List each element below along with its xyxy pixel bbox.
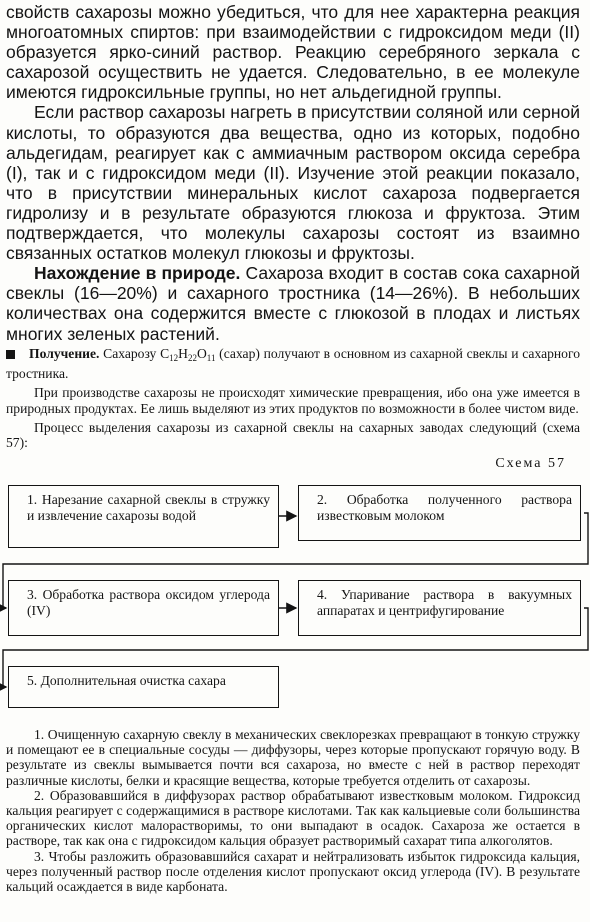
paragraph-production [6,346,580,381]
paragraph-process-intro: Процесс выделения сахарозы из сахарной свеклы на сахарных заводах следующий (схема 57): [6,419,580,451]
middle-text-block [6,346,580,450]
paragraph-no-chemical-change: При производстве сахарозы не происходят химические превращения, ибо она уже имеется в природных продуктах. Ее лишь выделяют из этих продуктов по возможности в более чистом виде. [6,385,580,416]
paragraph-sucrose-properties: свойств сахарозы можно убедиться, что для нее характерна реакция многоатомных спиртов: при взаимодействии с гидроксидом меди (II) образуется ярко-синий раствор. Реакцию серебряного зеркала с сахарозой осуществить не удается. Следовательно, в ее молекуле имеются гидроксильные группы, но нет альдегидной группы. [6,2,580,103]
paragraph-step-2: 2. Образовавшийся в диффузорах раствор обрабатывают известковым молоком. Гидроксид кальция реагирует с содержащимися в растворе кислотами. Так как кальциевые соли большинства органических кислот малорастворимы, то они выпадают в осадок. Сахароза же остается в растворе, так как она с гидроксидом кальция образует растворимый сахарат типа алкоголятов. [6,787,580,849]
scheme-step-1: 1. Нарезание сахарной свеклы в стружку и извлечение сахарозы водой [8,485,279,548]
production-text: (сахар) получают в основном из сахарной свеклы и сахарного тростника. [6,346,581,382]
scheme-label: Схема 57 [495,456,566,471]
scheme-step-3: 3. Обработка раствора оксидом углерода (IV) [8,580,279,636]
paragraph-step-1: 1. Очищенную сахарную свеклу в механических свеклорезках превращают в тонкую стружку и помещают ее в специальные сосуды — диффузоры, через которые пропускают горячую воду. В результате из свеклы вымывается почти вся сахароза, но вместе с ней в раствор переходят различные кислоты, белки и красящие вещества, которые требуется отделить от сахарозы. [6,727,580,788]
scheme-step-4: 4. Упаривание раствора в вакуумных аппаратах и центрифугирование [298,580,581,636]
paragraph-hydrolysis: Если раствор сахарозы нагреть в присутствии соляной или серной кислоты, то образуются два вещества, одно из которых, подобно альдегидам, реагирует как с аммиачным раствором оксида серебра (I), так и с гидроксидом меди (II). Изучение этой реакции показало, что в присутствии минеральных кислот сахароза подвергается гидролизу и в результате образуются глюкоза и фруктоза. Этим подтверждается, что молекулы сахарозы состоят из взаимно связанных остатков молекул глюкозы и фруктозы. [6,102,580,264]
scheme-step-2: 2. Обработка полученного раствора известковым молоком [298,485,581,541]
paragraph-occurrence [6,263,580,343]
scheme-step-5: 5. Дополнительная очистка сахара [8,666,279,708]
formula-subscript: 11 [206,353,216,363]
formula-text: Сахарозу C [99,346,170,361]
formula-text: O [196,346,207,361]
paragraph-step-3: 3. Чтобы разложить образовавшийся сахарат и нейтрализовать избыток гидроксида кальция, через полученный раствор после отделения кислот пропускают оксид углерода (IV). В результате кальций осаждается в виде карбоната. [6,848,580,895]
formula-subscript: 22 [187,353,197,363]
formula-subscript: 12 [169,353,179,363]
occurrence-text: Сахароза входит в состав сока сахарной свеклы (16—20%) и сахарного тростника (14—26%). В небольших количествах она содержится вместе с глюкозой в плодах и листьях многих зеленых растений. [6,263,580,344]
occurrence-heading: Нахождение в природе. [34,263,241,284]
section-bullet-icon [6,350,15,359]
upper-text-block [6,2,580,344]
lower-text-block [6,727,580,894]
formula-text: H [178,346,188,361]
production-heading: Получение. [29,346,100,361]
